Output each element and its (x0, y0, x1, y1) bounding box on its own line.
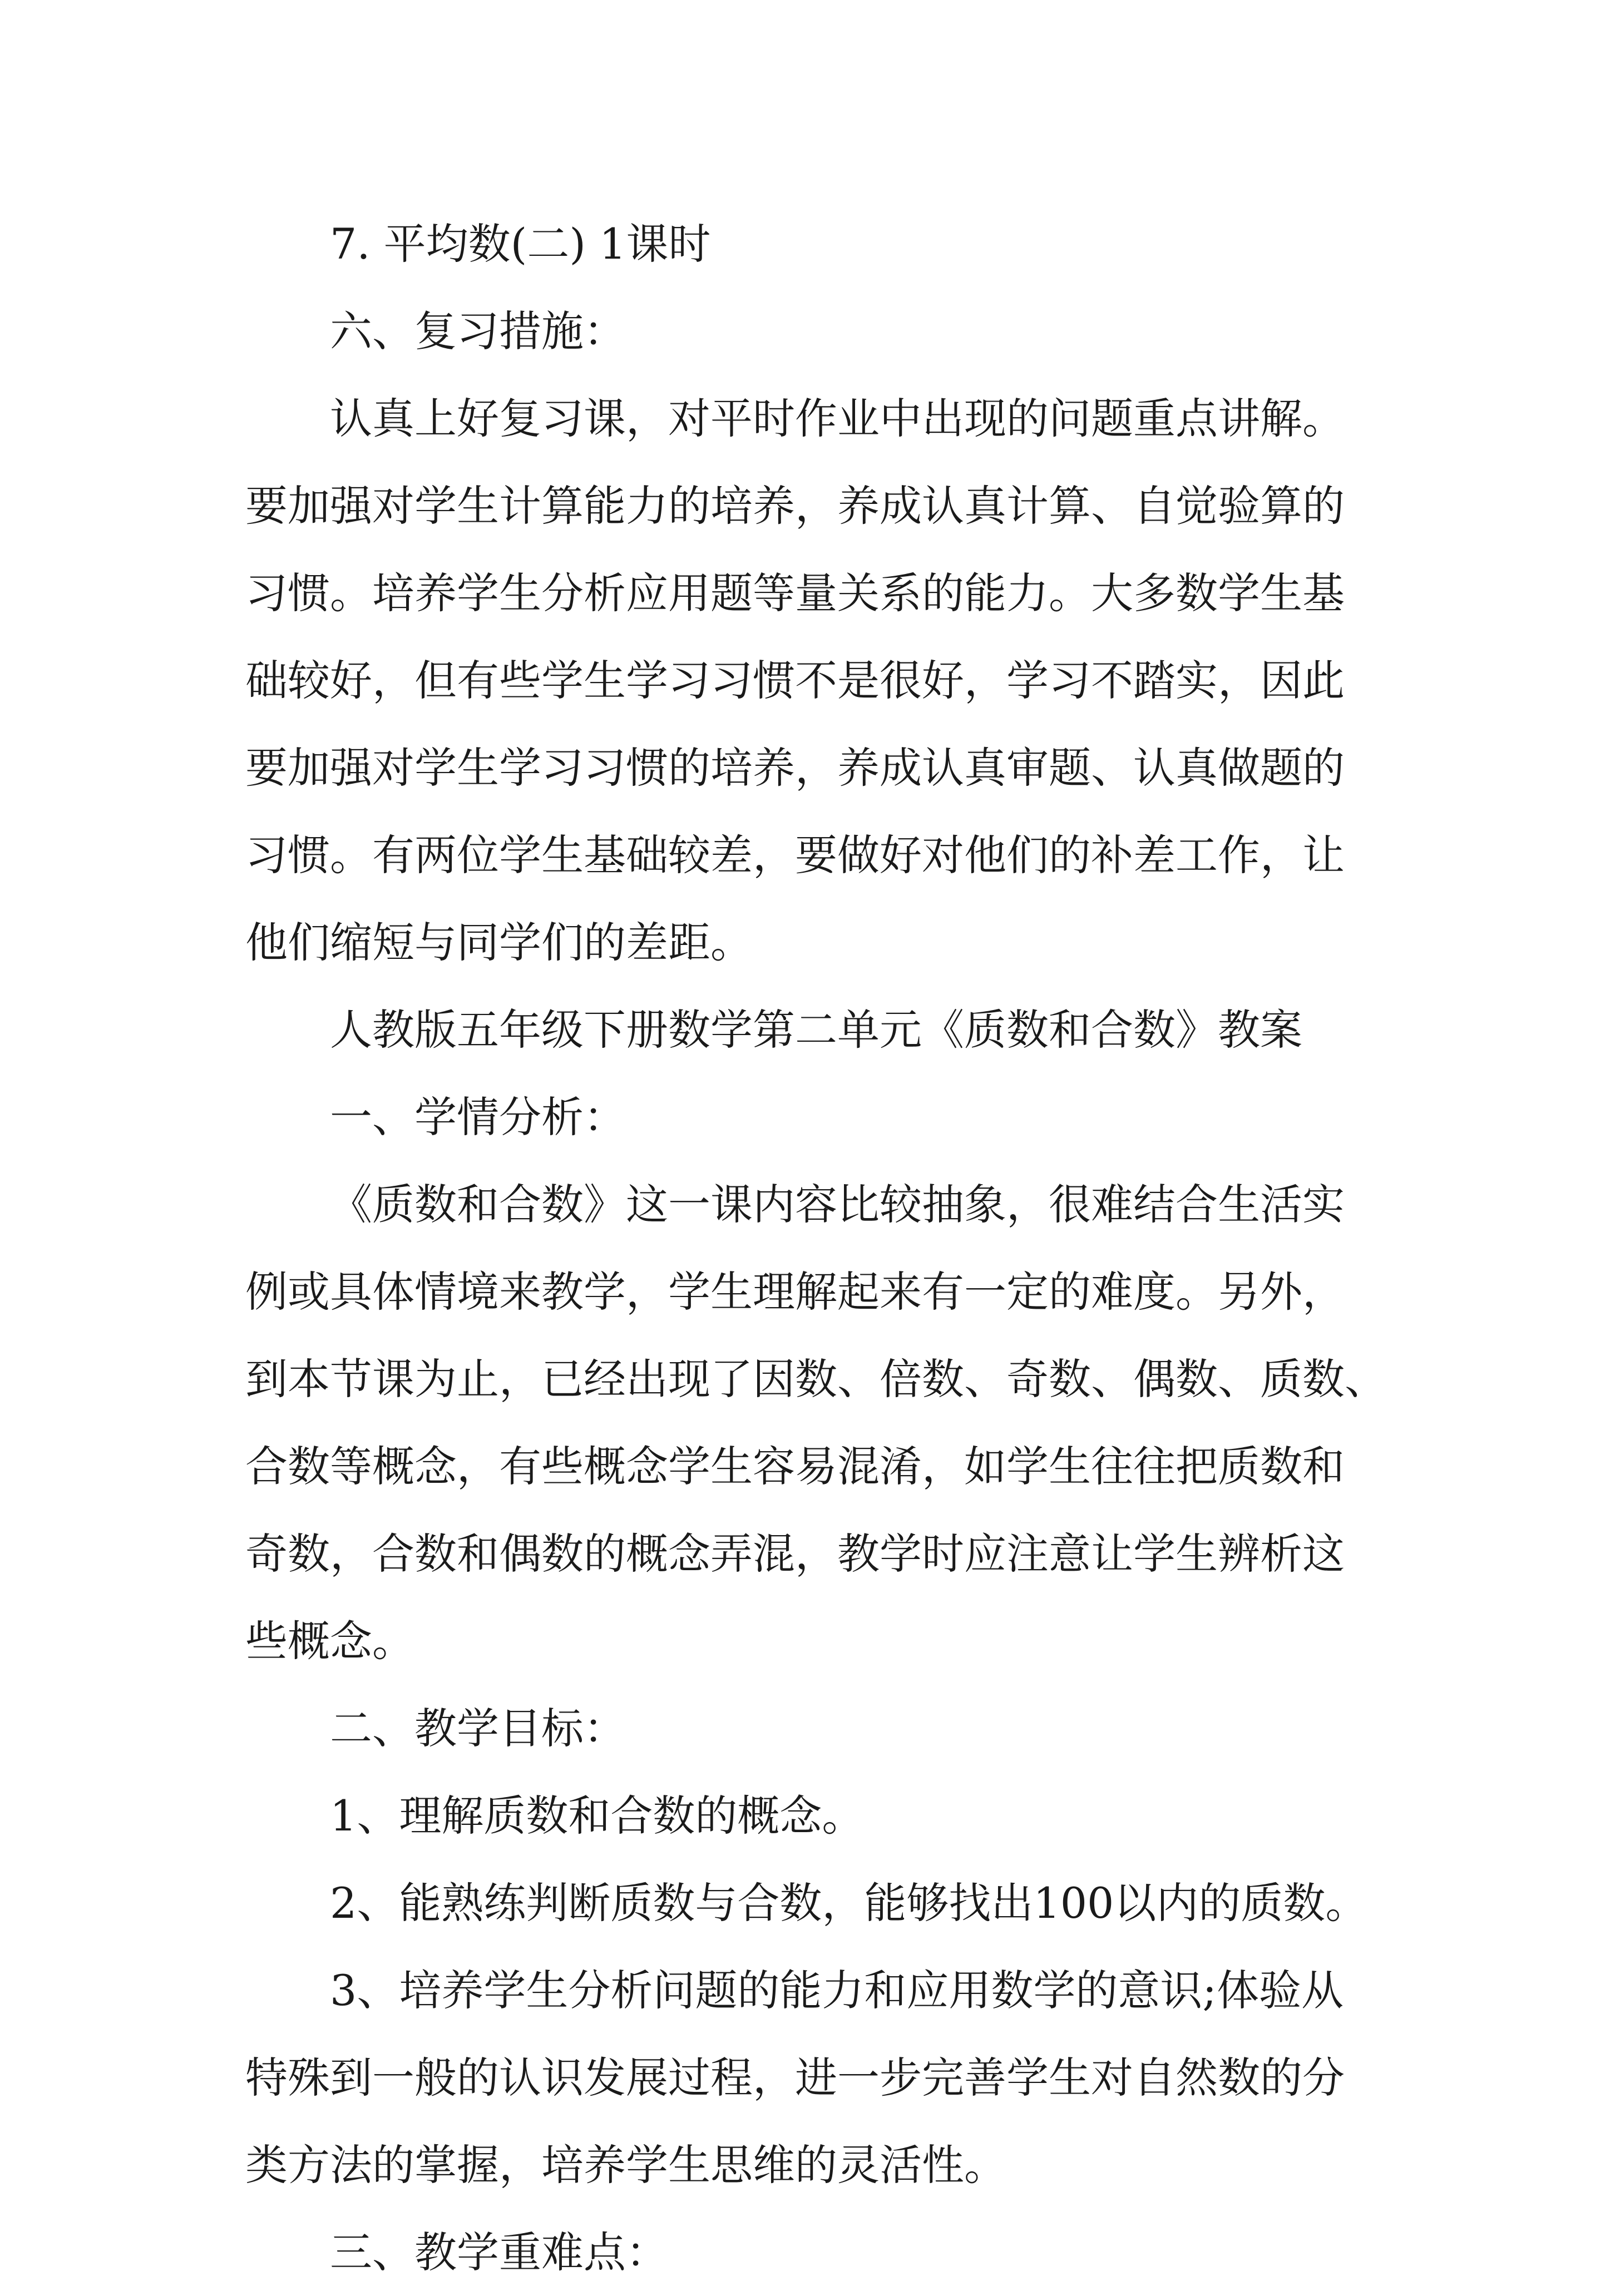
paragraph-line: 他们缩短与同学们的差距。 (245, 918, 753, 967)
paragraph-line: 要加强对学生学习习惯的培养，养成认真审题、认真做题的 (245, 743, 1345, 793)
paragraph-line: 要加强对学生计算能力的培养，养成认真计算、自觉验算的 (245, 481, 1345, 531)
paragraph-line: 类方法的掌握，培养学生思维的灵活性。 (245, 2140, 1006, 2190)
paragraph-line: 些概念。 (245, 1616, 414, 1666)
lesson-item-7: 7. 平均数(二) 1课时 (330, 219, 711, 269)
paragraph-line: 合数等概念，有些概念学生容易混淆，如学生往往把质数和 (245, 1442, 1345, 1491)
goal-item-3: 3、培养学生分析问题的能力和应用数学的意识;体验从 (330, 1966, 1344, 2015)
paragraph-line: 习惯。培养学生分析应用题等量关系的能力。大多数学生基 (245, 568, 1345, 618)
section-heading-key-difficulties: 三、教学重难点： (330, 2228, 668, 2277)
paragraph-line: 础较好，但有些学生学习习惯不是很好，学习不踏实，因此 (245, 656, 1345, 705)
paragraph-line: 奇数，合数和偶数的概念弄混，教学时应注意让学生辨析这 (245, 1529, 1345, 1578)
paragraph-line: 到本节课为止，已经出现了因数、倍数、奇数、偶数、质数、 (245, 1354, 1387, 1404)
paragraph-line: 认真上好复习课，对平时作业中出现的问题重点讲解。 (330, 394, 1345, 443)
paragraph-line: 习惯。有两位学生基础较差，要做好对他们的补差工作，让 (245, 830, 1345, 880)
section-heading-teaching-goals: 二、教学目标： (330, 1704, 626, 1753)
document-body (245, 200, 1391, 2296)
paragraph-line: 《质数和合数》这一课内容比较抽象，很难结合生活实 (330, 1180, 1345, 1229)
section-heading-learning-analysis: 一、学情分析： (330, 1092, 626, 1142)
paragraph-line: 例或具体情境来教学，学生理解起来有一定的难度。另外， (245, 1267, 1345, 1317)
goal-item-2: 2、能熟练判断质数与合数，能够找出100以内的质数。 (330, 1878, 1368, 1928)
goal-item-1: 1、理解质数和合数的概念。 (330, 1791, 865, 1840)
paragraph-line: 特殊到一般的认识发展过程，进一步完善学生对自然数的分 (245, 2053, 1345, 2102)
section-heading-review-measures: 六、复习措施： (330, 306, 626, 356)
document-title: 人教版五年级下册数学第二单元《质数和合数》教案 (330, 1005, 1302, 1055)
